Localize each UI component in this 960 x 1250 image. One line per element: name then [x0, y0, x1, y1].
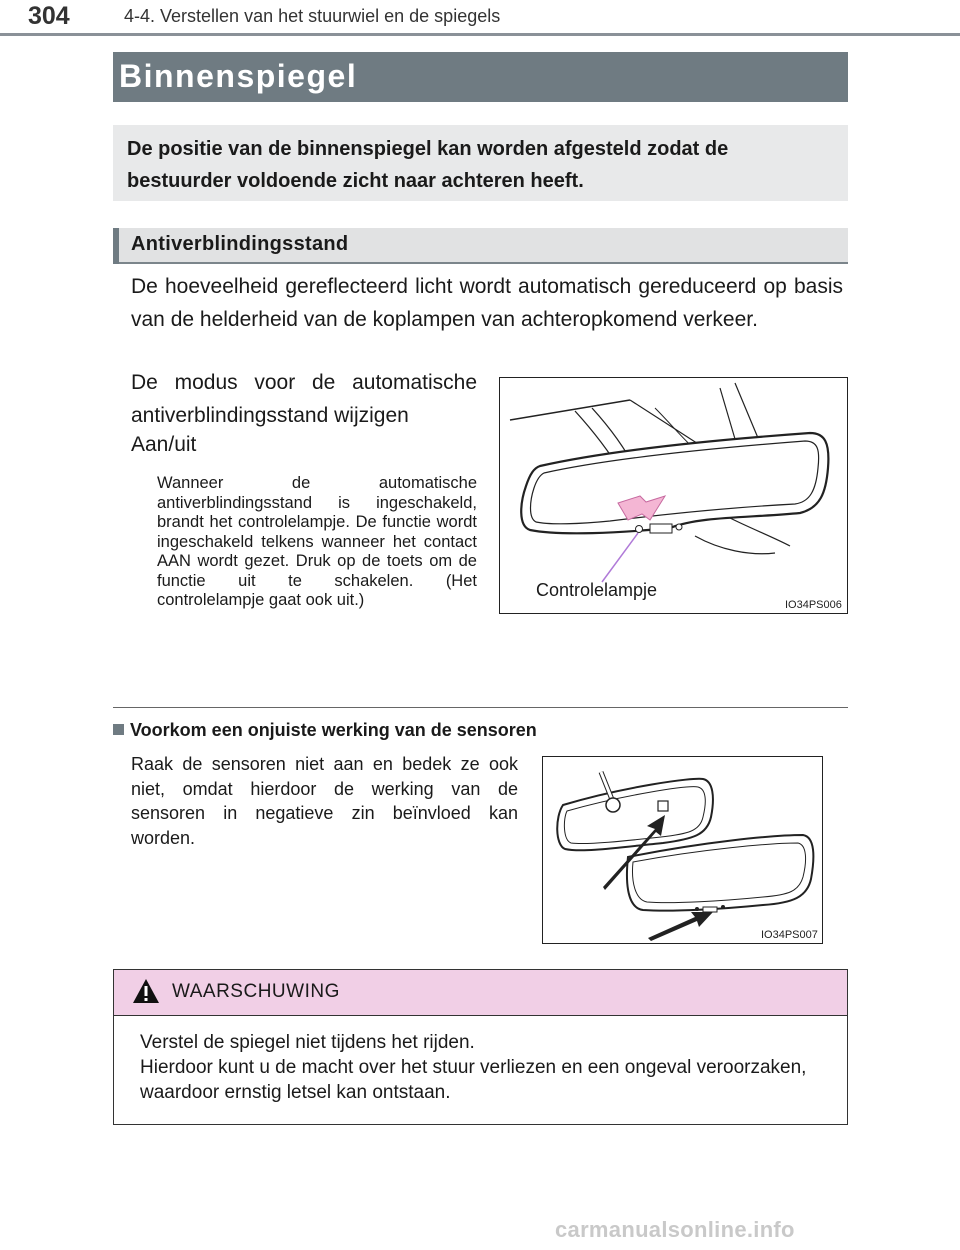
subsection-accent-bar — [113, 228, 119, 264]
sensor-figure — [542, 756, 823, 944]
on-off-label: Aan/uit — [131, 433, 197, 456]
subsection-title: Antiverblindingsstand — [131, 233, 349, 255]
sensor-note-title-text: Voorkom een onjuiste werking van de sensoren — [130, 720, 537, 740]
warning-box — [113, 969, 848, 1125]
mirror-illustration — [500, 378, 847, 613]
mode-text: De modus voor de automatische antiverblindingsstand wijzigen — [131, 371, 477, 427]
bullet-square-icon — [113, 724, 124, 735]
warning-line-2: Hierdoor kunt u de macht over het stuur verliezen en een ongeval veroorzaken, waardoor ernstig letsel kan ontstaan. — [140, 1057, 807, 1103]
indicator-callout: Controlelampje — [536, 580, 658, 600]
figure-code: IO34PS006 — [785, 599, 842, 611]
section-title: Binnenspiegel — [119, 58, 358, 94]
chapter-heading: 4-4. Verstellen van het stuurwiel en de spiegels — [124, 6, 501, 26]
page-number: 304 — [28, 2, 70, 30]
subsection-heading — [113, 228, 848, 264]
sensor-note-body: Raak de sensoren niet aan en bedek ze ook niet, omdat hierdoor de werking van de sensoren in negatieve zin beïnvloed kan worden. — [131, 754, 518, 848]
watermark: carmanualsonline.info — [555, 1217, 795, 1242]
header-rule — [0, 33, 960, 36]
section-divider — [113, 707, 848, 708]
warning-header — [114, 970, 847, 1016]
intro-text: De positie van de binnenspiegel kan worden afgesteld zodat de bestuurder voldoende zicht naar achteren heeft. — [127, 138, 729, 192]
section-title-bar — [113, 52, 848, 102]
warning-triangle-icon — [131, 977, 161, 1005]
sensor-note-title — [113, 720, 537, 741]
warning-title: WAARSCHUWING — [172, 981, 340, 1002]
mode-details: Wanneer de automatische antiverblindingsstand is ingeschakeld, brandt het controlelampje. De functie wordt ingeschakeld telkens wanneer het contact AAN wordt gezet. Druk op de toets om de functie uit te schakelen. (Het controlelampje gaat ook uit.) — [157, 474, 477, 609]
warning-body — [140, 1030, 840, 1105]
figure-code: IO34PS007 — [761, 929, 818, 941]
sensor-illustration — [543, 757, 822, 943]
mirror-figure — [499, 377, 848, 614]
warning-line-1: Verstel de spiegel niet tijdens het rijden. — [140, 1032, 475, 1053]
subsection-body: De hoeveelheid gereflecteerd licht wordt automatisch gereduceerd op basis van de helderheid van de koplampen van achteropkomend verkeer. — [131, 275, 843, 331]
intro-box — [113, 125, 848, 201]
